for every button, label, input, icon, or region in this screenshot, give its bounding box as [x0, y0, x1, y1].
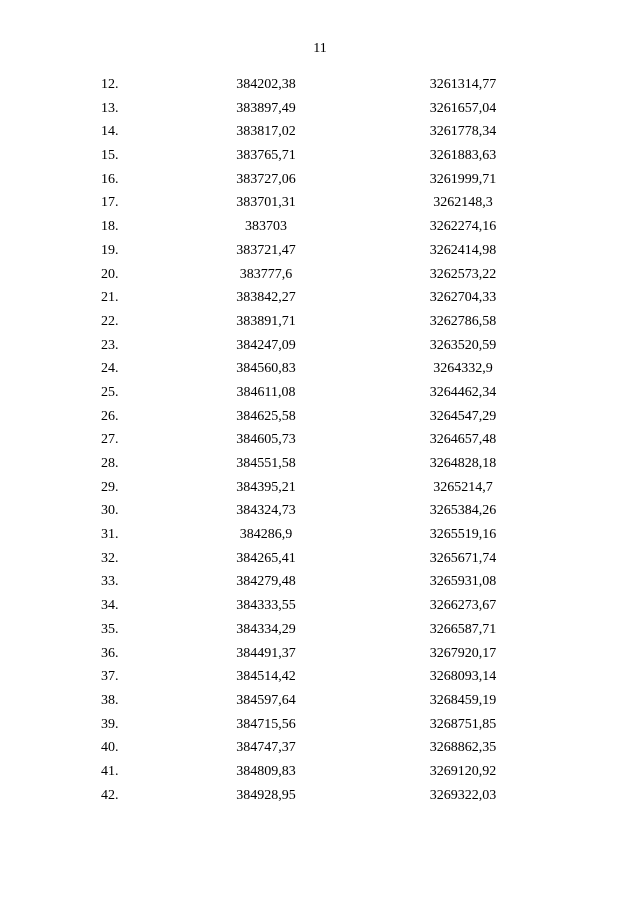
y-coordinate: 3265671,74	[429, 550, 497, 566]
point-number: 12.	[101, 77, 119, 92]
y-coordinate: 3265931,08	[429, 574, 497, 590]
point-number: 40.	[101, 740, 119, 756]
point-number: 16.	[101, 171, 119, 187]
point-number: 42.	[101, 787, 119, 803]
table-row	[0, 263, 640, 287]
y-coordinate: 3262414,98	[429, 242, 497, 258]
point-number: 27.	[101, 432, 119, 448]
table-row	[0, 665, 640, 689]
table-row	[0, 476, 640, 500]
coordinates-table	[0, 73, 640, 807]
x-coordinate: 383897,49	[236, 100, 296, 116]
x-coordinate: 384551,58	[236, 456, 296, 471]
table-row	[0, 286, 640, 310]
table-row	[0, 713, 640, 737]
y-coordinate: 3261314,77	[429, 77, 497, 92]
point-number: 22.	[101, 313, 119, 329]
y-coordinate: 3266587,71	[429, 621, 497, 637]
x-coordinate: 384560,83	[236, 361, 296, 377]
point-number: 38.	[101, 692, 119, 708]
x-coordinate: 384809,83	[236, 763, 296, 779]
table-row	[0, 570, 640, 594]
x-coordinate: 383777,6	[239, 266, 293, 282]
x-coordinate: 384928,95	[236, 787, 296, 803]
x-coordinate: 383891,71	[236, 313, 296, 329]
y-coordinate: 3265519,16	[429, 527, 497, 543]
y-coordinate: 3262274,16	[429, 219, 497, 235]
table-row	[0, 499, 640, 523]
table-row	[0, 168, 640, 192]
y-coordinate: 3265214,7	[433, 479, 493, 495]
y-coordinate: 3262573,22	[429, 266, 497, 282]
y-coordinate: 3264547,29	[429, 408, 497, 424]
x-coordinate: 384491,37	[236, 645, 296, 661]
table-row	[0, 191, 640, 215]
y-coordinate: 3268862,35	[429, 740, 497, 756]
point-number: 20.	[101, 266, 119, 282]
table-row	[0, 239, 640, 263]
x-coordinate: 384247,09	[236, 337, 296, 353]
x-coordinate: 384611,08	[236, 384, 296, 400]
point-number: 39.	[101, 716, 119, 732]
page-number: 11	[313, 41, 327, 56]
x-coordinate: 383703	[245, 219, 287, 235]
y-coordinate: 3261999,71	[429, 171, 497, 187]
point-number: 35.	[101, 621, 119, 637]
point-number: 30.	[101, 503, 119, 519]
point-number: 17.	[101, 195, 119, 211]
point-number: 28.	[101, 456, 119, 471]
table-row	[0, 452, 640, 476]
point-number: 25.	[101, 384, 119, 400]
y-coordinate: 3262704,33	[429, 290, 497, 306]
table-row	[0, 144, 640, 168]
y-coordinate: 3268751,85	[429, 716, 497, 732]
y-coordinate: 3269322,03	[429, 787, 497, 803]
x-coordinate: 383765,71	[236, 148, 296, 164]
table-row	[0, 334, 640, 358]
y-coordinate: 3261883,63	[429, 148, 497, 164]
point-number: 18.	[101, 219, 119, 235]
y-coordinate: 3262786,58	[429, 313, 497, 329]
table-row	[0, 120, 640, 144]
y-coordinate: 3268093,14	[429, 669, 497, 685]
point-number: 41.	[101, 763, 119, 779]
point-number: 32.	[101, 550, 119, 566]
y-coordinate: 3264657,48	[429, 432, 497, 448]
point-number: 21.	[101, 290, 119, 306]
x-coordinate: 384202,38	[236, 77, 296, 92]
x-coordinate: 384514,42	[236, 669, 296, 685]
y-coordinate: 3264332,9	[433, 361, 493, 377]
x-coordinate: 384265,41	[236, 550, 296, 566]
x-coordinate: 383817,02	[236, 124, 296, 140]
x-coordinate: 384715,56	[236, 716, 296, 732]
point-number: 19.	[101, 242, 119, 258]
point-number: 31.	[101, 527, 119, 543]
x-coordinate: 384747,37	[236, 740, 296, 756]
table-row	[0, 523, 640, 547]
table-row	[0, 357, 640, 381]
x-coordinate: 384625,58	[236, 408, 296, 424]
point-number: 14.	[101, 124, 119, 140]
point-number: 13.	[101, 100, 119, 116]
x-coordinate: 383842,27	[236, 290, 296, 306]
y-coordinate: 3267920,17	[429, 645, 497, 661]
y-coordinate: 3269120,92	[429, 763, 497, 779]
table-row	[0, 760, 640, 784]
point-number: 36.	[101, 645, 119, 661]
x-coordinate: 384279,48	[236, 574, 296, 590]
table-row	[0, 784, 640, 808]
table-row	[0, 618, 640, 642]
point-number: 37.	[101, 669, 119, 685]
y-coordinate: 3261657,04	[429, 100, 497, 116]
point-number: 24.	[101, 361, 119, 377]
table-row	[0, 689, 640, 713]
table-row	[0, 215, 640, 239]
x-coordinate: 384597,64	[236, 692, 296, 708]
table-row	[0, 642, 640, 666]
x-coordinate: 384605,73	[236, 432, 296, 448]
x-coordinate: 384333,55	[236, 598, 296, 614]
table-row	[0, 405, 640, 429]
table-row	[0, 97, 640, 121]
point-number: 29.	[101, 479, 119, 495]
point-number: 23.	[101, 337, 119, 353]
y-coordinate: 3266273,67	[429, 598, 497, 614]
point-number: 26.	[101, 408, 119, 424]
table-row	[0, 594, 640, 618]
point-number: 34.	[101, 598, 119, 614]
x-coordinate: 384286,9	[239, 527, 293, 543]
point-number: 33.	[101, 574, 119, 590]
table-row	[0, 428, 640, 452]
y-coordinate: 3265384,26	[429, 503, 497, 519]
table-row	[0, 73, 640, 97]
y-coordinate: 3264828,18	[429, 456, 497, 471]
point-number: 15.	[101, 148, 119, 164]
y-coordinate: 3268459,19	[429, 692, 497, 708]
table-row	[0, 310, 640, 334]
x-coordinate: 383727,06	[236, 171, 296, 187]
y-coordinate: 3263520,59	[429, 337, 497, 353]
table-row	[0, 547, 640, 571]
y-coordinate: 3261778,34	[429, 124, 497, 140]
x-coordinate: 384334,29	[236, 621, 296, 637]
table-row	[0, 736, 640, 760]
x-coordinate: 383701,31	[236, 195, 296, 211]
x-coordinate: 384395,21	[236, 479, 296, 495]
y-coordinate: 3264462,34	[429, 384, 497, 400]
x-coordinate: 383721,47	[236, 242, 296, 258]
x-coordinate: 384324,73	[236, 503, 296, 519]
y-coordinate: 3262148,3	[433, 195, 493, 211]
table-row	[0, 381, 640, 405]
